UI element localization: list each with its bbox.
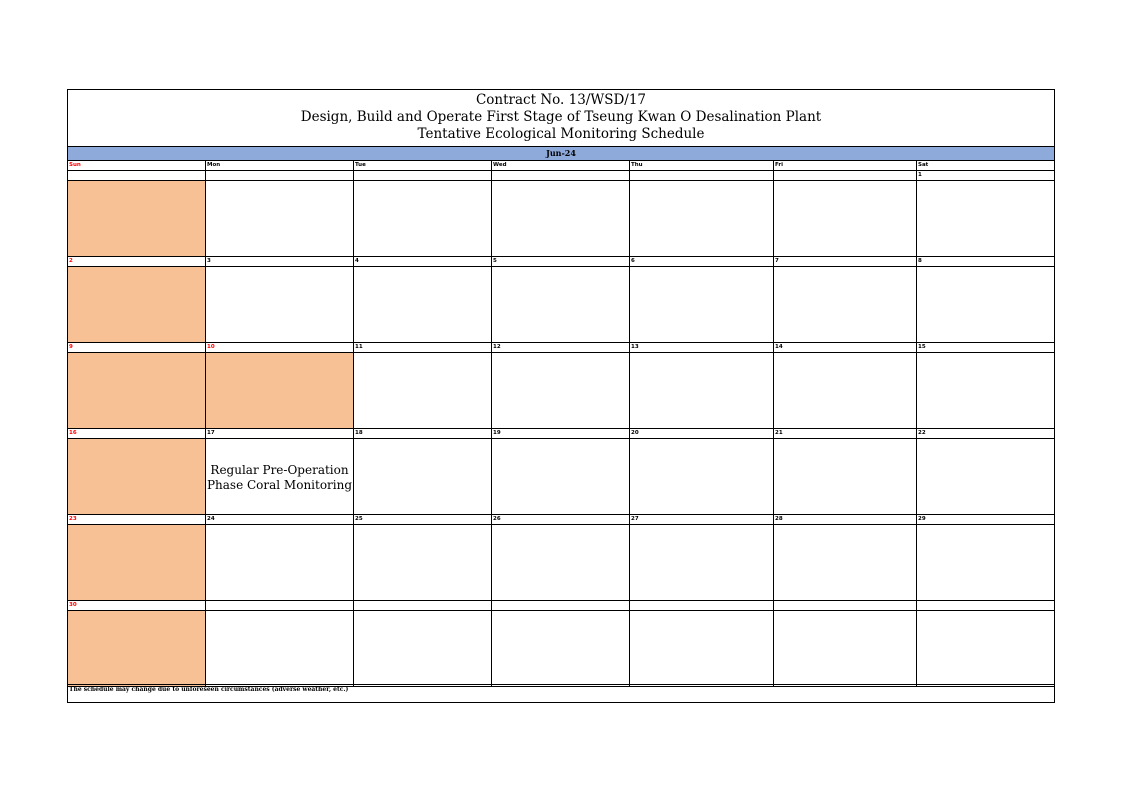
date-row-week-1 (68, 171, 1054, 181)
month-label: Jun-24 (68, 146, 1054, 161)
date-cell (917, 601, 1054, 610)
date-cell (206, 343, 354, 352)
day-content-cell (630, 525, 774, 600)
date-cell (206, 429, 354, 438)
day-content-cell (917, 611, 1054, 686)
day-content-cell (68, 181, 206, 256)
calendar-sheet (67, 89, 1055, 703)
date-cell (917, 515, 1054, 524)
date-cell (630, 257, 774, 266)
date-cell (206, 257, 354, 266)
date-cell (354, 257, 492, 266)
content-row-week-4 (68, 439, 1054, 515)
date-cell (354, 429, 492, 438)
day-content-cell (206, 611, 354, 686)
date-number: 30 (69, 602, 77, 608)
day-content-cell (917, 181, 1054, 256)
date-cell (492, 257, 630, 266)
schedule-header (68, 90, 1054, 146)
day-content-cell (492, 611, 630, 686)
weekday-label: Sat (918, 162, 929, 168)
date-cell (206, 515, 354, 524)
date-number: 4 (355, 258, 359, 264)
date-number: 6 (631, 258, 635, 264)
date-cell (206, 171, 354, 180)
day-content-cell (354, 181, 492, 256)
date-number: 17 (207, 430, 215, 436)
weekday-tue (354, 161, 492, 170)
date-cell (354, 601, 492, 610)
day-content-cell (206, 525, 354, 600)
date-cell (917, 257, 1054, 266)
weekday-sun (68, 161, 206, 170)
weekday-label: Mon (207, 162, 221, 168)
date-row-week-2 (68, 257, 1054, 267)
date-cell (917, 171, 1054, 180)
date-cell (68, 257, 206, 266)
date-number: 12 (493, 344, 501, 350)
date-number: 15 (918, 344, 926, 350)
day-content-cell (774, 439, 917, 514)
schedule-title: Tentative Ecological Monitoring Schedule (417, 126, 705, 142)
date-cell (774, 257, 917, 266)
day-content-cell (917, 353, 1054, 428)
date-number: 5 (493, 258, 497, 264)
day-content-cell (492, 181, 630, 256)
day-content-cell (774, 611, 917, 686)
day-content-cell (354, 525, 492, 600)
day-content-cell (774, 525, 917, 600)
date-cell (492, 171, 630, 180)
day-content-cell (630, 353, 774, 428)
day-content-cell (354, 611, 492, 686)
day-content-cell (206, 267, 354, 342)
event-line-2: Phase Coral Monitoring (206, 478, 353, 492)
day-content-cell (206, 439, 354, 514)
date-number: 2 (69, 258, 73, 264)
content-row-week-3 (68, 353, 1054, 429)
weekday-mon (206, 161, 354, 170)
date-number: 19 (493, 430, 501, 436)
date-cell (774, 171, 917, 180)
day-content-cell (68, 267, 206, 342)
date-number: 25 (355, 516, 363, 522)
weekday-fri (774, 161, 917, 170)
date-number: 21 (775, 430, 783, 436)
date-number: 7 (775, 258, 779, 264)
date-cell (917, 429, 1054, 438)
day-content-cell (630, 611, 774, 686)
day-content-cell (354, 353, 492, 428)
date-cell (206, 601, 354, 610)
content-row-week-1 (68, 181, 1054, 257)
weekday-header-row (68, 161, 1054, 171)
date-cell (68, 343, 206, 352)
date-number: 23 (69, 516, 77, 522)
date-number: 24 (207, 516, 215, 522)
date-number: 27 (631, 516, 639, 522)
content-row-week-2 (68, 267, 1054, 343)
day-content-cell (206, 181, 354, 256)
date-cell (354, 515, 492, 524)
date-cell (68, 171, 206, 180)
date-cell (492, 343, 630, 352)
date-row-week-5 (68, 515, 1054, 525)
date-number: 29 (918, 516, 926, 522)
day-content-cell (492, 267, 630, 342)
weekday-label: Wed (493, 162, 507, 168)
date-cell (630, 429, 774, 438)
day-content-cell (774, 353, 917, 428)
date-number: 13 (631, 344, 639, 350)
monitoring-event (206, 463, 353, 493)
day-content-cell (354, 267, 492, 342)
date-number: 26 (493, 516, 501, 522)
date-cell (68, 601, 206, 610)
date-cell (774, 429, 917, 438)
date-number: 10 (207, 344, 215, 350)
day-content-cell (630, 181, 774, 256)
weekday-label: Sun (69, 162, 81, 168)
date-cell (774, 601, 917, 610)
event-line-1: Regular Pre-Operation (210, 463, 349, 477)
day-content-cell (354, 439, 492, 514)
date-cell (68, 515, 206, 524)
weekday-label: Tue (355, 162, 366, 168)
weekday-label: Fri (775, 162, 784, 168)
date-number: 14 (775, 344, 783, 350)
project-title: Design, Build and Operate First Stage of Tseung Kwan O Desalination Plant (300, 109, 822, 125)
weekday-thu (630, 161, 774, 170)
date-number: 11 (355, 344, 363, 350)
date-cell (68, 429, 206, 438)
date-cell (354, 171, 492, 180)
weekday-wed (492, 161, 630, 170)
day-content-cell (630, 439, 774, 514)
day-content-cell (206, 353, 354, 428)
date-row-week-4 (68, 429, 1054, 439)
day-content-cell (917, 525, 1054, 600)
weekday-label: Thu (631, 162, 643, 168)
date-number: 9 (69, 344, 73, 350)
date-cell (354, 343, 492, 352)
day-content-cell (630, 267, 774, 342)
day-content-cell (917, 439, 1054, 514)
date-cell (492, 429, 630, 438)
date-number: 16 (69, 430, 77, 436)
date-number: 3 (207, 258, 211, 264)
date-cell (917, 343, 1054, 352)
date-cell (630, 601, 774, 610)
date-number: 22 (918, 430, 926, 436)
date-number: 18 (355, 430, 363, 436)
content-row-week-6 (68, 611, 1054, 687)
content-row-week-5 (68, 525, 1054, 601)
date-cell (774, 343, 917, 352)
day-content-cell (68, 525, 206, 600)
date-cell (492, 601, 630, 610)
day-content-cell (492, 439, 630, 514)
date-cell (630, 171, 774, 180)
date-number: 20 (631, 430, 639, 436)
date-cell (774, 515, 917, 524)
weekday-sat (917, 161, 1054, 170)
day-content-cell (68, 439, 206, 514)
day-content-cell (492, 525, 630, 600)
footnote: The schedule may change due to unforeseen circumstances (adverse weather, etc.) (68, 684, 1054, 702)
date-cell (492, 515, 630, 524)
day-content-cell (774, 181, 917, 256)
date-row-week-6 (68, 601, 1054, 611)
date-cell (630, 515, 774, 524)
day-content-cell (917, 267, 1054, 342)
day-content-cell (68, 353, 206, 428)
day-content-cell (68, 611, 206, 686)
date-number: 1 (918, 172, 922, 178)
date-cell (630, 343, 774, 352)
contract-number: Contract No. 13/WSD/17 (475, 92, 647, 108)
day-content-cell (774, 267, 917, 342)
date-number: 8 (918, 258, 922, 264)
date-row-week-3 (68, 343, 1054, 353)
date-number: 28 (775, 516, 783, 522)
day-content-cell (492, 353, 630, 428)
